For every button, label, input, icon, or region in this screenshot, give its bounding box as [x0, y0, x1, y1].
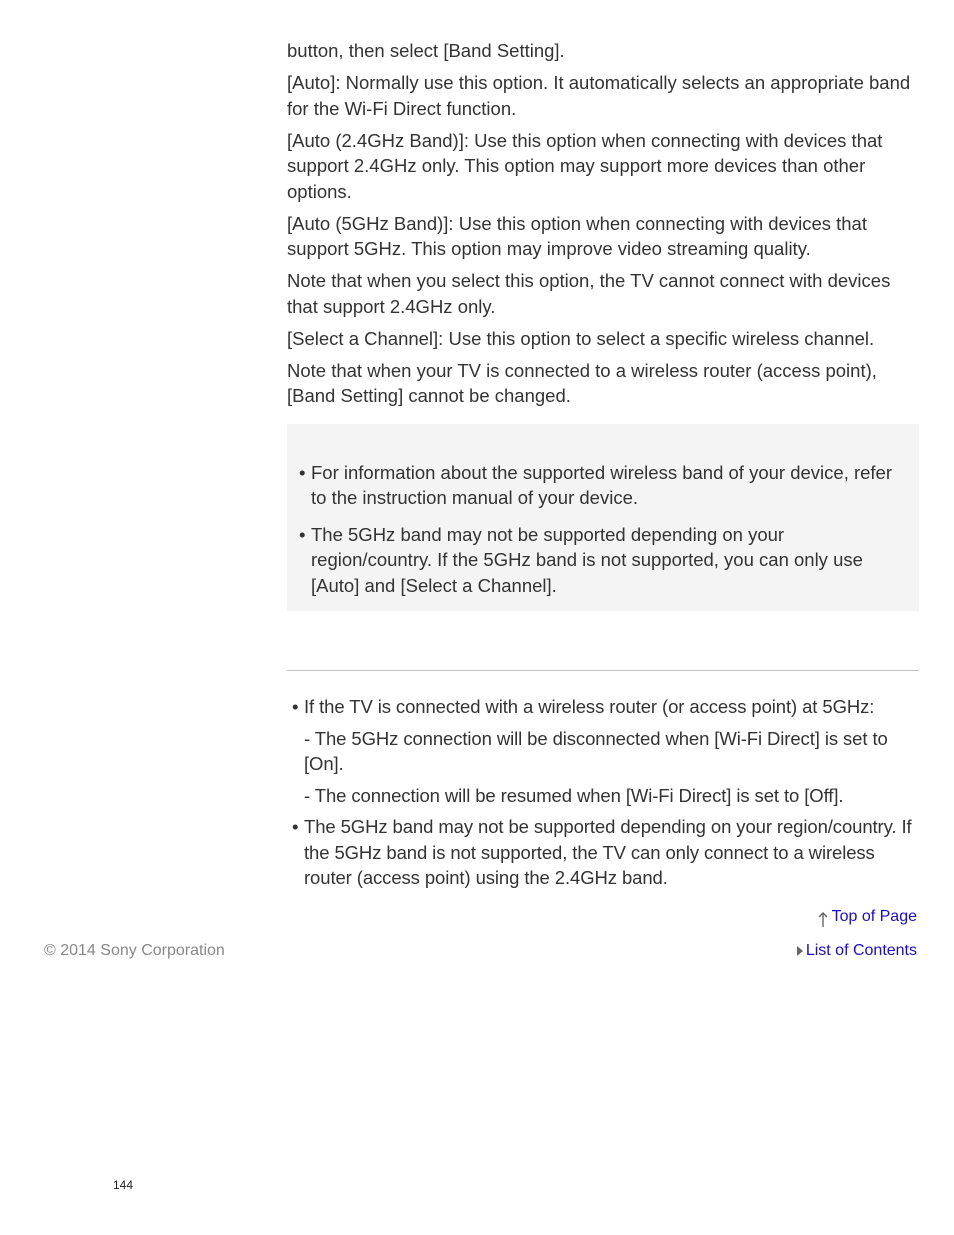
list-of-contents-link-row [797, 941, 917, 961]
bullet-icon: • [299, 461, 306, 483]
body-paragraph: [Auto (2.4GHz Band)]: Use this option when connecting with devices that support 2.4GHz only. This option may support more devices than other options. [287, 129, 883, 202]
note-item [299, 522, 895, 599]
arrow-up-icon [817, 912, 829, 928]
note-item-text: The 5GHz band may not be supported depending on your region/country. If the 5GHz band is not supported, you can only use [Auto] and [Select a Channel]. [311, 523, 863, 596]
page-number: 144 [113, 1178, 134, 1192]
body-paragraph: Note that when your TV is connected to a wireless router (access point), [Band Setting] cannot be changed. [287, 359, 877, 406]
body-paragraph: Note that when you select this option, the TV cannot connect with devices that support 2.4GHz only. [287, 270, 891, 317]
bullet-icon: • [292, 816, 299, 837]
hint-item [287, 814, 919, 891]
hint-subitem: - The 5GHz connection will be disconnected when [Wi-Fi Direct] is set to [On]. [304, 727, 888, 774]
main-content [287, 38, 919, 897]
body-paragraph: button, then select [Band Setting]. [287, 40, 565, 61]
note-box [287, 424, 919, 612]
list-of-contents-link[interactable]: List of Contents [805, 942, 917, 959]
bullet-icon: • [299, 523, 306, 545]
top-of-page-link[interactable]: Top of Page [831, 908, 917, 925]
section-divider [287, 670, 919, 671]
hint-item [287, 694, 919, 720]
bullet-icon: • [292, 696, 299, 717]
body-paragraph: [Auto (5GHz Band)]: Use this option when connecting with devices that support 5GHz. This option may improve video streaming quality. [287, 212, 867, 259]
top-of-page-link-row [817, 907, 917, 927]
hint-item-text: The 5GHz band may not be supported depending on your region/country. If the 5GHz band is not supported, the TV can only connect to a wireless router (access point) using the 2.4GHz band. [304, 816, 912, 888]
triangle-right-icon [797, 946, 803, 956]
body-paragraph: [Select a Channel]: Use this option to select a specific wireless channel. [287, 327, 875, 349]
hint-item-text: If the TV is connected with a wireless router (or access point) at 5GHz: [304, 696, 875, 717]
hint-subitem: - The connection will be resumed when [Wi-Fi Direct] is set to [Off]. [304, 784, 844, 806]
hint-list [287, 694, 919, 891]
body-paragraph: [Auto]: Normally use this option. It automatically selects an appropriate band for the Wi-Fi Direct function. [287, 72, 911, 119]
note-item [299, 460, 895, 511]
note-item-text: For information about the supported wireless band of your device, refer to the instruction manual of your device. [311, 461, 893, 508]
copyright: © 2014 Sony Corporation [44, 942, 225, 959]
